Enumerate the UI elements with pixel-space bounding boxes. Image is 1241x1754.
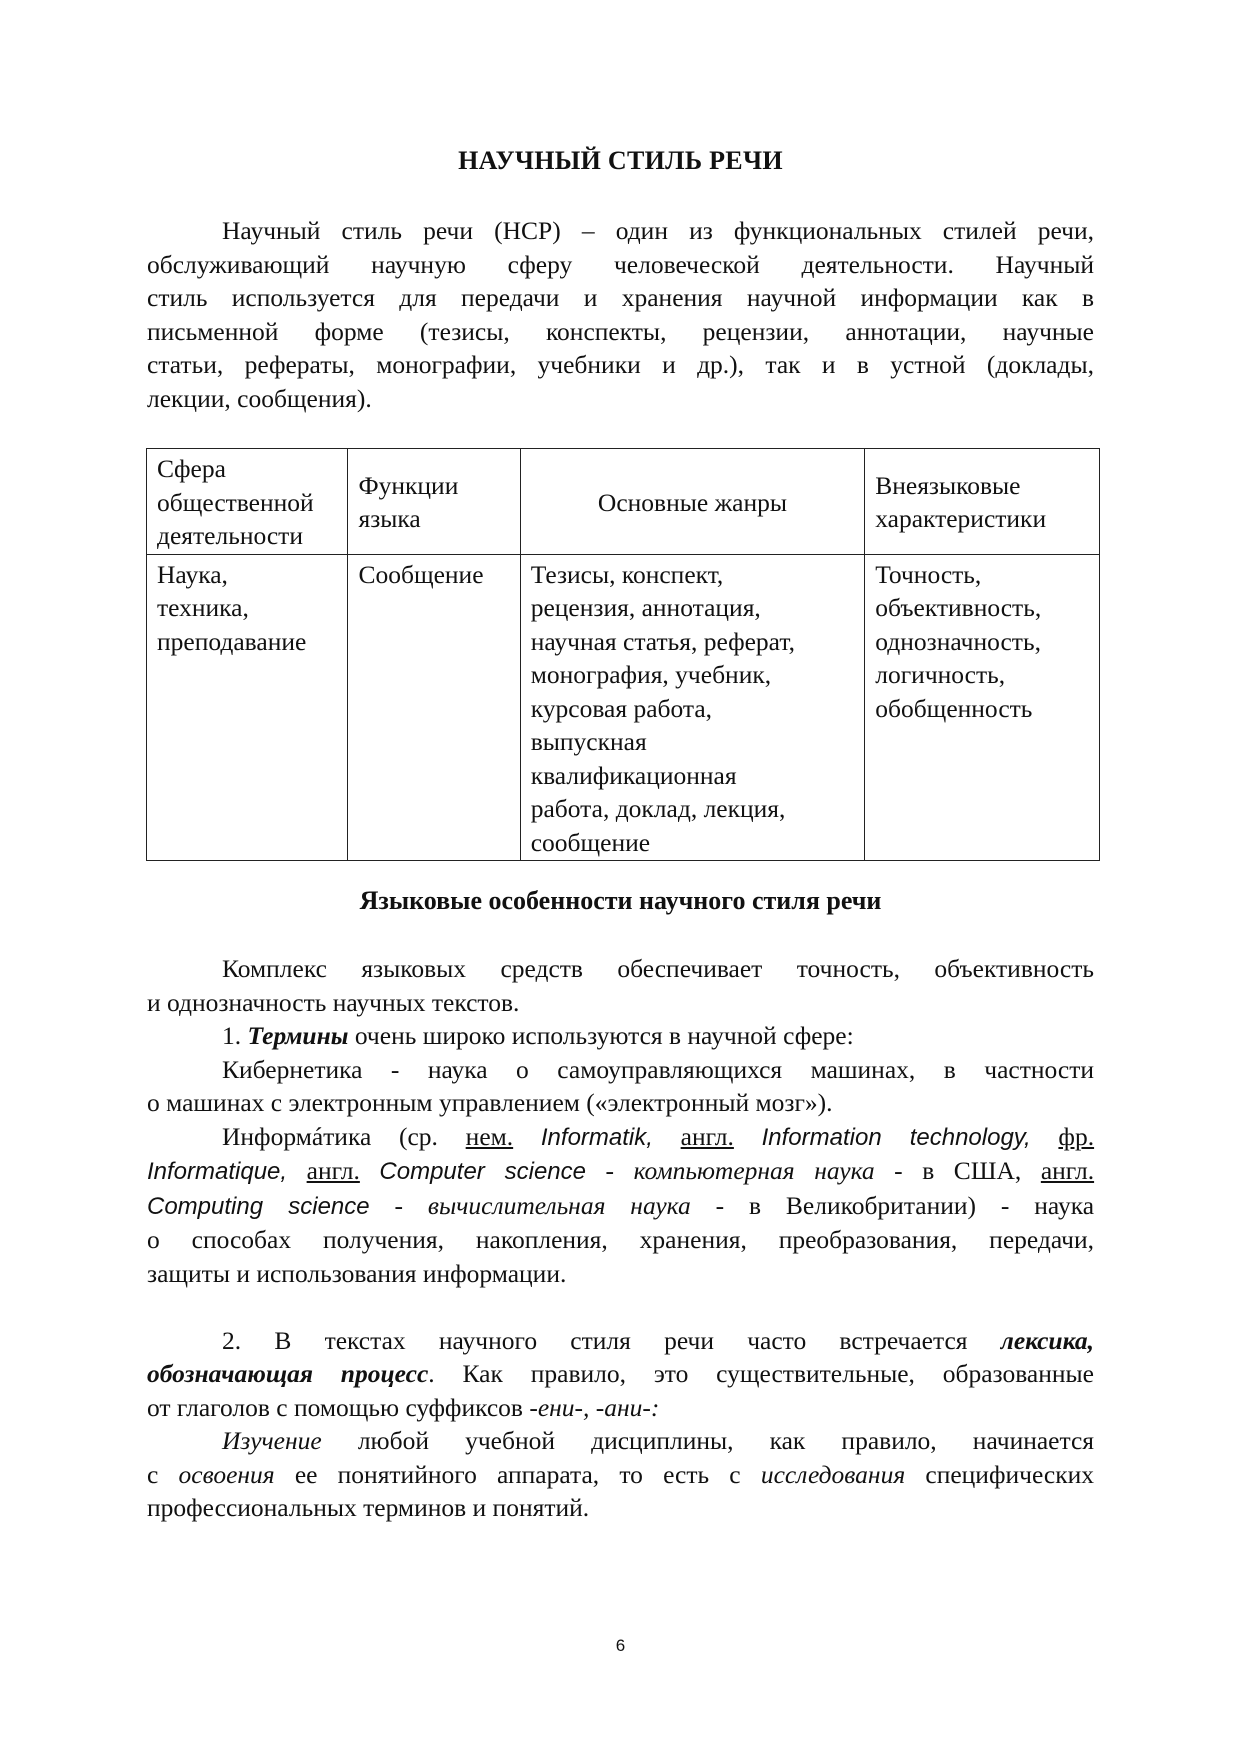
intro-line: Научный стиль речи (НСР) – один из функциональных стилей речи,	[222, 216, 1094, 245]
table-header-row	[147, 449, 1100, 555]
section-heading: Языковые особенности научного стиля речи	[359, 886, 882, 915]
section-body	[147, 952, 1094, 1525]
genres-table	[146, 448, 1100, 861]
cell-sphere: Наука, техника, преподавание	[147, 554, 348, 861]
cell-genres: Тезисы, конспект, рецензия, аннотация, научная статья, реферат, монография, учебник, курсовая работа, выпускная квалификационная работа, доклад, лекция, сообщение	[520, 554, 865, 861]
paragraph-line: о машинах с электронным управлением («электронный мозг»).	[147, 1088, 833, 1117]
paragraph-line: о способах получения, накопления, хранения, преобразования, передачи,	[147, 1225, 1094, 1254]
term-emphasis: Термины	[247, 1021, 349, 1050]
paragraph-line: защиты и использования информации.	[147, 1258, 567, 1288]
paragraph-line: Изучение любой учебной дисциплины, как правило, начинается	[222, 1426, 1094, 1455]
table-row	[147, 554, 1100, 861]
intro-paragraph	[147, 214, 1094, 415]
intro-line: статьи, рефераты, монографии, учебники и др.), так и в устной (доклады,	[147, 350, 1094, 379]
paragraph-line: от глаголов с помощью суффиксов -ени-, -ани-:	[147, 1392, 660, 1422]
paragraph-line: Informatique, англ. Computer science - компьютерная наука - в США, англ.	[147, 1156, 1095, 1185]
intro-line: обслуживающий научную сферу человеческой деятельности. Научный	[147, 249, 1094, 279]
paragraph-line: Computing science - вычислительная наука - в Великобритании) - наука	[147, 1190, 1095, 1220]
intro-line: стиль используется для передачи и хранения научной информации как в	[147, 283, 1094, 312]
blank-line	[147, 1290, 1094, 1324]
list-item-2: 2. В текстах научного стиля речи часто встречается лексика,	[222, 1325, 1095, 1355]
term-emphasis: обозначающая процесс	[147, 1359, 429, 1388]
paragraph-line: Комплекс языковых средств обеспечивает точность, объективность	[222, 954, 1094, 983]
paragraph-line: с освоения ее понятийного аппарата, то есть с исследования специфических	[147, 1459, 1095, 1489]
header-cell-sphere: Сфера общественной деятельности	[147, 449, 348, 555]
intro-line: лекции, сообщения).	[147, 383, 372, 413]
header-cell-characteristics: Внеязыковые характеристики	[865, 449, 1100, 555]
paragraph-line: Информáтика (ср. нем. Informatik, англ. Information technology, фр.	[222, 1121, 1095, 1151]
intro-line: письменной форме (тезисы, конспекты, рецензии, аннотации, научные	[147, 316, 1094, 346]
cell-functions: Сообщение	[348, 554, 520, 861]
paragraph-line: и однозначность научных текстов.	[147, 987, 520, 1017]
header-cell-functions: Функции языка	[348, 449, 520, 555]
list-item-1: 1. Термины очень широко используются в научной сфере:	[222, 1021, 854, 1050]
cell-characteristics: Точность, объективность, однозначность, логичность, обобщенность	[865, 554, 1100, 861]
paragraph-line: обозначающая процесс. Как правило, это существительные, образованные	[147, 1359, 1094, 1388]
term-emphasis: лексика,	[1000, 1325, 1095, 1355]
page-number: 6	[615, 1636, 626, 1655]
page-title: НАУЧНЫЙ СТИЛЬ РЕЧИ	[458, 146, 783, 175]
paragraph-line: Кибернетика - наука о самоуправляющихся машинах, в частности	[222, 1054, 1094, 1084]
paragraph-line: профессиональных терминов и понятий.	[147, 1493, 590, 1522]
header-cell-genres: Основные жанры	[520, 449, 865, 555]
